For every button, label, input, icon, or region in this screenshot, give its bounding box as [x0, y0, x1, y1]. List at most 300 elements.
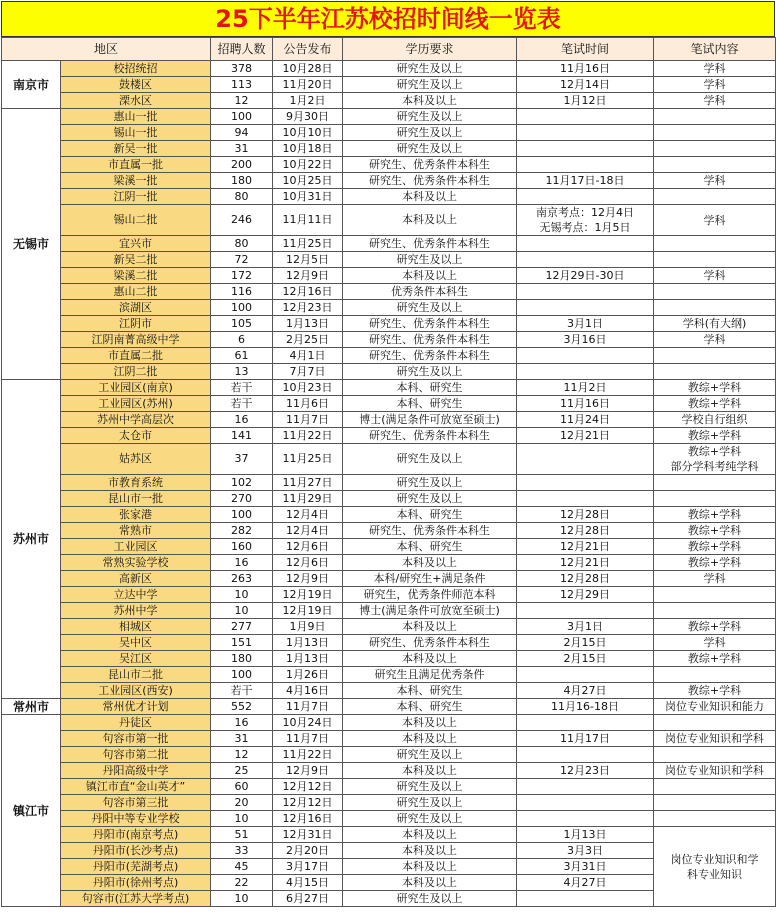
- exam-cell: [517, 651, 654, 667]
- exam-cell: [517, 891, 654, 907]
- edu-cell: 本科及以上: [343, 763, 517, 779]
- area-cell: 太仓市: [61, 428, 211, 444]
- area-cell: 梁溪二批: [61, 268, 211, 284]
- exam-line: 11月17日: [560, 732, 611, 745]
- table-row: [2, 667, 776, 683]
- count-cell: 246: [211, 205, 273, 236]
- date-cell: 4月1日: [273, 348, 343, 364]
- exam-cell: [517, 428, 654, 444]
- count-cell: 552: [211, 699, 273, 715]
- count-cell: 80: [211, 189, 273, 205]
- edu-cell: 本科及以上: [343, 93, 517, 109]
- content-cell: [654, 763, 776, 779]
- count-cell: 45: [211, 859, 273, 875]
- table-row: [2, 173, 776, 189]
- table-row: [2, 364, 776, 380]
- count-cell: 102: [211, 475, 273, 491]
- content-cell: [654, 651, 776, 667]
- date-cell: 10月23日: [273, 380, 343, 396]
- exam-cell: [517, 61, 654, 77]
- date-cell: 12月5日: [273, 252, 343, 268]
- area-cell: 工业园区(西安): [61, 683, 211, 699]
- content-line: 教综+学科: [687, 429, 742, 442]
- table-row: [2, 412, 776, 428]
- count-cell: 151: [211, 635, 273, 651]
- edu-cell: 本科及以上: [343, 268, 517, 284]
- edu-cell: 研究生、优秀条件本科生: [343, 348, 517, 364]
- city-cell: 无锡市: [2, 109, 61, 380]
- table-row: [2, 555, 776, 571]
- exam-line: 12月28日: [560, 524, 611, 537]
- area-cell: 江阴南菁高级中学: [61, 332, 211, 348]
- area-cell: 滨湖区: [61, 300, 211, 316]
- edu-cell: 本科及以上: [343, 555, 517, 571]
- content-cell: [654, 555, 776, 571]
- count-cell: 12: [211, 93, 273, 109]
- count-cell: 31: [211, 731, 273, 747]
- area-cell: 新吴一批: [61, 141, 211, 157]
- date-cell: 12月12日: [273, 779, 343, 795]
- content-cell: [654, 61, 776, 77]
- recruitment-table: [1, 37, 776, 907]
- edu-cell: 本科、研究生: [343, 699, 517, 715]
- content-line: 教综+学科: [687, 508, 742, 521]
- edu-cell: 博士(满足条件可放宽至硕士): [343, 412, 517, 428]
- edu-cell: 本科及以上: [343, 189, 517, 205]
- content-line: 部分学科考纯学科: [670, 460, 759, 473]
- table-row: [2, 268, 776, 284]
- content-cell: [654, 428, 776, 444]
- count-cell: 180: [211, 173, 273, 189]
- area-cell: 常州优才计划: [61, 699, 211, 715]
- edu-cell: 研究生、优秀条件本科生: [343, 157, 517, 173]
- content-cell: [654, 747, 776, 763]
- area-cell: 宜兴市: [61, 236, 211, 252]
- content-cell: [654, 619, 776, 635]
- exam-line: 3月1日: [567, 620, 604, 633]
- exam-cell: [517, 587, 654, 603]
- content-cell: [654, 348, 776, 364]
- count-cell: 263: [211, 571, 273, 587]
- edu-cell: 研究生及以上: [343, 475, 517, 491]
- edu-cell: 研究生及以上: [343, 109, 517, 125]
- exam-cell: [517, 475, 654, 491]
- exam-line: 12月21日: [560, 429, 611, 442]
- edu-cell: 研究生及以上: [343, 125, 517, 141]
- edu-cell: 研究生、优秀条件本科生: [343, 635, 517, 651]
- table-row: [2, 715, 776, 731]
- table-row: [2, 539, 776, 555]
- header-count: 招聘人数: [211, 38, 273, 61]
- date-cell: 11月6日: [273, 396, 343, 412]
- area-cell: 句容市(江苏大学考点): [61, 891, 211, 907]
- exam-line: 12月28日: [560, 572, 611, 585]
- date-cell: 10月28日: [273, 61, 343, 77]
- count-cell: 10: [211, 587, 273, 603]
- content-line: 学科: [703, 62, 726, 75]
- exam-cell: [517, 683, 654, 699]
- area-cell: 鼓楼区: [61, 77, 211, 93]
- count-cell: 16: [211, 412, 273, 428]
- exam-line: 11月24日: [560, 413, 611, 426]
- area-cell: 丹阳市(南京考点): [61, 827, 211, 843]
- content-cell: [654, 109, 776, 125]
- exam-cell: [517, 252, 654, 268]
- table-row: [2, 571, 776, 587]
- content-line: 教综+学科: [687, 381, 742, 394]
- area-cell: 锡山二批: [61, 205, 211, 236]
- count-cell: 33: [211, 843, 273, 859]
- table-row: [2, 683, 776, 699]
- exam-cell: [517, 125, 654, 141]
- table-row: [2, 619, 776, 635]
- exam-cell: [517, 491, 654, 507]
- exam-cell: [517, 141, 654, 157]
- content-cell: [654, 284, 776, 300]
- exam-cell: [517, 268, 654, 284]
- exam-cell: [517, 396, 654, 412]
- table-row: [2, 205, 776, 236]
- area-cell: 常熟市: [61, 523, 211, 539]
- count-cell: 277: [211, 619, 273, 635]
- exam-cell: [517, 875, 654, 891]
- content-cell: [654, 300, 776, 316]
- area-cell: 工业园区: [61, 539, 211, 555]
- date-cell: 12月19日: [273, 603, 343, 619]
- edu-cell: 研究生及以上: [343, 61, 517, 77]
- area-cell: 丹阳高级中学: [61, 763, 211, 779]
- content-cell: [654, 157, 776, 173]
- content-line: 教综+学科: [687, 524, 742, 537]
- header-region: 地区: [2, 38, 211, 61]
- count-cell: 6: [211, 332, 273, 348]
- edu-cell: 本科及以上: [343, 205, 517, 236]
- area-cell: 高新区: [61, 571, 211, 587]
- edu-cell: 本科/研究生+满足条件: [343, 571, 517, 587]
- content-cell-merged: [654, 827, 776, 907]
- date-cell: 11月25日: [273, 444, 343, 475]
- table-row: [2, 332, 776, 348]
- content-cell: [654, 603, 776, 619]
- content-cell: [654, 125, 776, 141]
- table-row: [2, 763, 776, 779]
- exam-line: 12月29日: [560, 588, 611, 601]
- content-line: 教综+学科: [687, 445, 742, 458]
- area-cell: 句容市第三批: [61, 795, 211, 811]
- exam-line: 12月21日: [560, 556, 611, 569]
- date-cell: 10月18日: [273, 141, 343, 157]
- exam-cell: [517, 332, 654, 348]
- count-cell: 72: [211, 252, 273, 268]
- content-cell: [654, 396, 776, 412]
- content-cell: [654, 683, 776, 699]
- edu-cell: 本科及以上: [343, 651, 517, 667]
- page-title: 25下半年江苏校招时间线一览表: [1, 1, 775, 37]
- header-education: 学历要求: [343, 38, 517, 61]
- edu-cell: 本科、研究生: [343, 539, 517, 555]
- edu-cell: 研究生及以上: [343, 300, 517, 316]
- area-cell: 江阴一批: [61, 189, 211, 205]
- edu-cell: 研究生、优秀条件本科生: [343, 236, 517, 252]
- exam-cell: [517, 667, 654, 683]
- table-row: [2, 236, 776, 252]
- content-cell: [654, 444, 776, 475]
- table-row: [2, 603, 776, 619]
- area-cell: 市教育系统: [61, 475, 211, 491]
- count-cell: 160: [211, 539, 273, 555]
- content-cell: [654, 571, 776, 587]
- content-line: 学科: [703, 94, 726, 107]
- content-cell: [654, 715, 776, 731]
- table-row: [2, 316, 776, 332]
- table-row: [2, 61, 776, 77]
- date-cell: 12月16日: [273, 284, 343, 300]
- date-cell: 11月25日: [273, 236, 343, 252]
- exam-cell: [517, 157, 654, 173]
- content-line: 学科: [703, 636, 726, 649]
- table-row: [2, 491, 776, 507]
- edu-cell: 本科、研究生: [343, 380, 517, 396]
- edu-cell: 本科、研究生: [343, 507, 517, 523]
- edu-cell: 研究生及以上: [343, 444, 517, 475]
- exam-cell: [517, 189, 654, 205]
- count-cell: 282: [211, 523, 273, 539]
- content-cell: [654, 173, 776, 189]
- exam-cell: [517, 763, 654, 779]
- date-cell: 10月24日: [273, 715, 343, 731]
- count-cell: 51: [211, 827, 273, 843]
- content-cell: [654, 587, 776, 603]
- content-line: 教综+学科: [687, 684, 742, 697]
- exam-cell: [517, 731, 654, 747]
- area-cell: 常熟实验学校: [61, 555, 211, 571]
- exam-line: 12月21日: [560, 540, 611, 553]
- exam-line: 11月16日: [560, 397, 611, 410]
- date-cell: 2月25日: [273, 332, 343, 348]
- count-cell: 105: [211, 316, 273, 332]
- content-line: 学科: [703, 78, 726, 91]
- edu-cell: 本科及以上: [343, 875, 517, 891]
- area-cell: 丹阳市(徐州考点): [61, 875, 211, 891]
- exam-line: 3月31日: [563, 860, 607, 873]
- date-cell: 12月6日: [273, 539, 343, 555]
- count-cell: 37: [211, 444, 273, 475]
- table-row: [2, 141, 776, 157]
- table-row: [2, 125, 776, 141]
- count-cell: 10: [211, 891, 273, 907]
- edu-cell: 研究生、优秀条件本科生: [343, 332, 517, 348]
- count-cell: 12: [211, 747, 273, 763]
- count-cell: 若干: [211, 396, 273, 412]
- area-cell: 立达中学: [61, 587, 211, 603]
- content-line: 学科: [703, 572, 726, 585]
- edu-cell: 博士(满足条件可放宽至硕士): [343, 603, 517, 619]
- exam-line: 2月15日: [563, 636, 607, 649]
- edu-cell: 研究生且满足优秀条件: [343, 667, 517, 683]
- count-cell: 116: [211, 284, 273, 300]
- edu-cell: 本科、研究生: [343, 683, 517, 699]
- count-cell: 141: [211, 428, 273, 444]
- table-row: [2, 651, 776, 667]
- area-cell: 句容市第二批: [61, 747, 211, 763]
- content-line: 岗位专业知识和学科: [665, 764, 765, 777]
- table-row: [2, 109, 776, 125]
- city-cell: 常州市: [2, 699, 61, 715]
- area-cell: 丹阳市(芜湖考点): [61, 859, 211, 875]
- date-cell: 12月9日: [273, 763, 343, 779]
- area-cell: 相城区: [61, 619, 211, 635]
- count-cell: 60: [211, 779, 273, 795]
- exam-cell: [517, 715, 654, 731]
- edu-cell: 本科及以上: [343, 859, 517, 875]
- content-cell: [654, 507, 776, 523]
- count-cell: 若干: [211, 380, 273, 396]
- area-cell: 苏州中学高层次: [61, 412, 211, 428]
- exam-line: 11月2日: [563, 381, 607, 394]
- area-cell: 江阴二批: [61, 364, 211, 380]
- table-row: [2, 811, 776, 827]
- area-cell: 江阴市: [61, 316, 211, 332]
- area-cell: 丹徒区: [61, 715, 211, 731]
- area-cell: 镇江市直“金山英才”: [61, 779, 211, 795]
- date-cell: 12月16日: [273, 811, 343, 827]
- date-cell: 12月4日: [273, 523, 343, 539]
- content-line: 岗位专业知识和学科: [665, 732, 765, 745]
- exam-line: 3月3日: [567, 844, 604, 857]
- date-cell: 11月20日: [273, 77, 343, 93]
- date-cell: 6月27日: [273, 891, 343, 907]
- count-cell: 172: [211, 268, 273, 284]
- edu-cell: 研究生及以上: [343, 364, 517, 380]
- table-row: [2, 348, 776, 364]
- table-row: [2, 77, 776, 93]
- edu-cell: 研究生及以上: [343, 141, 517, 157]
- content-line: 学校自行组织: [681, 413, 748, 426]
- exam-cell: [517, 779, 654, 795]
- exam-line: 4月27日: [563, 684, 607, 697]
- date-cell: 1月26日: [273, 667, 343, 683]
- exam-line: 3月16日: [563, 333, 607, 346]
- table-row: [2, 795, 776, 811]
- content-line: 学科(有大纲): [682, 317, 747, 330]
- table-row: [2, 635, 776, 651]
- content-cell: [654, 316, 776, 332]
- area-cell: 溧水区: [61, 93, 211, 109]
- exam-cell: [517, 507, 654, 523]
- edu-cell: 本科及以上: [343, 619, 517, 635]
- area-cell: 丹阳市(长沙考点): [61, 843, 211, 859]
- count-cell: 若干: [211, 683, 273, 699]
- date-cell: 12月31日: [273, 827, 343, 843]
- table-row: [2, 827, 776, 843]
- count-cell: 94: [211, 125, 273, 141]
- count-cell: 80: [211, 236, 273, 252]
- exam-line: 11月16日: [560, 62, 611, 75]
- area-cell: 吴中区: [61, 635, 211, 651]
- content-line: 学科: [703, 174, 726, 187]
- date-cell: 12月9日: [273, 571, 343, 587]
- date-cell: 11月11日: [273, 205, 343, 236]
- area-cell: 苏州中学: [61, 603, 211, 619]
- date-cell: 12月6日: [273, 555, 343, 571]
- area-cell: 工业园区(苏州): [61, 396, 211, 412]
- header-announce: 公告发布: [273, 38, 343, 61]
- date-cell: 11月29日: [273, 491, 343, 507]
- area-cell: 校招统招: [61, 61, 211, 77]
- date-cell: 10月22日: [273, 157, 343, 173]
- content-cell: [654, 667, 776, 683]
- edu-cell: 研究生及以上: [343, 891, 517, 907]
- exam-cell: [517, 699, 654, 715]
- exam-line: 12月23日: [560, 764, 611, 777]
- content-cell: [654, 699, 776, 715]
- date-cell: 11月22日: [273, 428, 343, 444]
- exam-line: 11月16-18日: [551, 700, 619, 713]
- table-row: [2, 396, 776, 412]
- content-cell: [654, 77, 776, 93]
- table-row: [2, 380, 776, 396]
- date-cell: 1月9日: [273, 619, 343, 635]
- exam-cell: [517, 859, 654, 875]
- content-line: 岗位专业知识和学: [670, 852, 759, 866]
- exam-line: 南京考点：12月4日: [536, 206, 635, 219]
- exam-line: 12月29日-30日: [545, 269, 625, 282]
- area-cell: 丹阳中等专业学校: [61, 811, 211, 827]
- content-cell: [654, 491, 776, 507]
- date-cell: 9月30日: [273, 109, 343, 125]
- exam-line: 12月14日: [560, 78, 611, 91]
- date-cell: 11月7日: [273, 699, 343, 715]
- exam-line: 4月27日: [563, 876, 607, 889]
- content-cell: [654, 141, 776, 157]
- area-cell: 昆山市一批: [61, 491, 211, 507]
- date-cell: 12月12日: [273, 795, 343, 811]
- city-cell: 镇江市: [2, 715, 61, 907]
- table-row: [2, 731, 776, 747]
- exam-cell: [517, 635, 654, 651]
- content-cell: [654, 268, 776, 284]
- count-cell: 100: [211, 300, 273, 316]
- count-cell: 13: [211, 364, 273, 380]
- city-cell: 苏州市: [2, 380, 61, 699]
- edu-cell: 研究生、优秀条件本科生: [343, 523, 517, 539]
- content-line: 教综+学科: [687, 540, 742, 553]
- table-row: [2, 779, 776, 795]
- content-line: 岗位专业知识和能力: [665, 700, 765, 713]
- exam-cell: [517, 300, 654, 316]
- edu-cell: 研究生及以上: [343, 795, 517, 811]
- content-cell: [654, 779, 776, 795]
- area-cell: 市直属二批: [61, 348, 211, 364]
- content-line: 学科: [703, 213, 726, 227]
- count-cell: 100: [211, 507, 273, 523]
- exam-cell: [517, 747, 654, 763]
- date-cell: 1月13日: [273, 651, 343, 667]
- content-cell: [654, 731, 776, 747]
- area-cell: 惠山二批: [61, 284, 211, 300]
- exam-cell: [517, 843, 654, 859]
- exam-cell: [517, 619, 654, 635]
- edu-cell: 研究生、优秀条件本科生: [343, 428, 517, 444]
- table-row: [2, 284, 776, 300]
- area-cell: 姑苏区: [61, 444, 211, 475]
- edu-cell: 本科及以上: [343, 827, 517, 843]
- table-row: [2, 523, 776, 539]
- content-line: 科专业知识: [687, 867, 743, 881]
- exam-cell: [517, 348, 654, 364]
- table-row: [2, 747, 776, 763]
- table-row: [2, 444, 776, 475]
